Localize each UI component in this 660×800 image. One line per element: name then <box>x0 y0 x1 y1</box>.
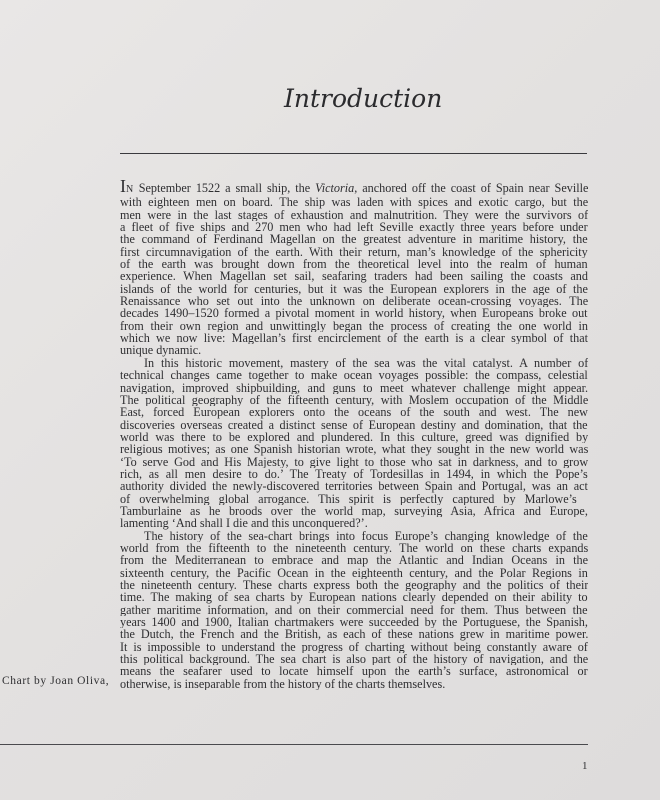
text-line: rich, as all men desire to do.’ The Treaty of Tordesillas in 1494, in which the Pope’s <box>120 467 588 481</box>
text-line: Tamburlaine as he broods over the world map, surveying Asia, Africa and Europe, <box>120 504 588 518</box>
text-line: decades 1490–1520 formed a pivotal moment in world history, when Europeans broke out <box>120 307 588 320</box>
text-line: experience. When Magellan set sail, seafaring traders had been sailing the coasts and <box>120 270 588 283</box>
ship-name: Victoria <box>315 181 355 195</box>
text-line: unique dynamic. <box>120 344 202 357</box>
text-line: Renaissance who set out into the unknown on deliberate ocean-crossing voyages. The <box>120 295 588 308</box>
text-line: islands of the world for centuries, but it was the European explorers in the age of the <box>120 282 588 296</box>
paragraph-3 <box>120 530 588 690</box>
text-line: In this historic movement, mastery of the sea was the vital catalyst. A number of <box>144 356 588 370</box>
text-line: this political background. The sea chart is also part of the history of navigation, and the <box>120 653 588 666</box>
paragraph-2 <box>120 357 588 530</box>
text-line: gather maritime information, and on their commercial need for them. Thus between the <box>120 603 588 617</box>
page-title: Introduction <box>284 84 443 113</box>
text-line: religious motives; as one Spanish historian wrote, what they sought in the new world was <box>120 443 588 456</box>
paragraph-1 <box>120 180 588 357</box>
bottom-rule <box>0 744 588 745</box>
text-line: East, forced European explorers onto the oceans of the south and west. The new <box>120 406 588 419</box>
text-line: from their own region and unwittingly began the process of creating the one world in <box>120 319 588 333</box>
page-number: 1 <box>582 760 588 772</box>
text-line: technical changes came together to make ocean voyages possible: the compass, celestial <box>120 369 588 382</box>
text-line: authority divided the newly-discovered territories between Spain and Portugal, was an act <box>120 480 588 493</box>
text-line: from the Mediterranean to embrace and map the Atlantic and Indian Oceans in the <box>120 554 588 567</box>
text-line: which we now live: Magellan’s first encirclement of the earth is a clear symbol of that <box>120 332 588 345</box>
text-line: IN September 1522 a small ship, the Victoria, anchored off the coast of Spain near Seville <box>120 180 588 196</box>
text-line: means the seafarer used to locate himself upon the earth’s surface, astronomical or <box>120 665 588 678</box>
first-word-rest: N <box>126 184 134 195</box>
text-line: discoveries overseas created a distinct sense of European destiny and domination, that the <box>120 418 588 431</box>
text-line: a fleet of five ships and 270 men who had left Seville exactly three years before under <box>120 221 588 234</box>
text-line: of the earth was brought down from the theoretical level into the realm of human <box>120 258 588 271</box>
text-line: the command of Ferdinand Magellan on the greatest adventure in maritime history, the <box>120 233 588 246</box>
text-line: men were in the last stages of exhaustion and malnutrition. They were the survivors of <box>120 208 588 222</box>
text-line: ‘To serve God and His Majesty, to give light to those who sat in darkness, and to grow <box>120 455 588 468</box>
text-line: lamenting ‘And shall I die and this unconquered?’. <box>120 517 368 530</box>
drop-cap: I <box>120 180 126 196</box>
text-line: world from the fifteenth to the nineteenth century. The world on these charts expands <box>120 541 588 555</box>
text-line: The history of the sea-chart brings into focus Europe’s changing knowledge of the <box>144 529 588 542</box>
margin-caption: Chart by Joan Oliva, <box>2 675 110 687</box>
text-line: time. The making of sea charts by European nations clearly depended on their ability to <box>120 591 588 604</box>
body-text <box>120 180 588 690</box>
text-line: of overwhelming global arrogance. This spirit is perfectly captured by Marlowe’s <box>120 492 577 505</box>
text-line: first circumnavigation of the earth. With their return, man’s knowledge of the sphericity <box>120 245 588 259</box>
text-line: The political geography of the fifteenth century, with Moslem occupation of the Middle <box>120 393 588 407</box>
text-line: otherwise, is inseparable from the history of the charts themselves. <box>120 677 446 691</box>
text-line: the nineteenth century. These charts express both the geography and the politics of their <box>120 579 588 592</box>
text-line: navigation, improved shipbuilding, and guns to meet whatever challenge might appear. <box>120 381 588 394</box>
text-line: the Dutch, the French and the British, as each of these nations grew in maritime power. <box>120 628 588 641</box>
text-line: It is impossible to understand the progress of charting without being constantly aware of <box>120 640 588 654</box>
text-line: years 1400 and 1900, Italian chartmakers were succeeded by the Portuguese, the Spanish, <box>120 616 588 629</box>
text-line: with eighteen men on board. The ship was laden with spices and exotic cargo, but the <box>120 196 588 209</box>
text-line: sixteenth century, the Pacific Ocean in the eighteenth century, and the Polar Regions in <box>120 566 588 579</box>
text-line: world was there to be explored and plundered. In this culture, greed was dignified by <box>120 430 588 444</box>
title-rule <box>120 153 587 154</box>
